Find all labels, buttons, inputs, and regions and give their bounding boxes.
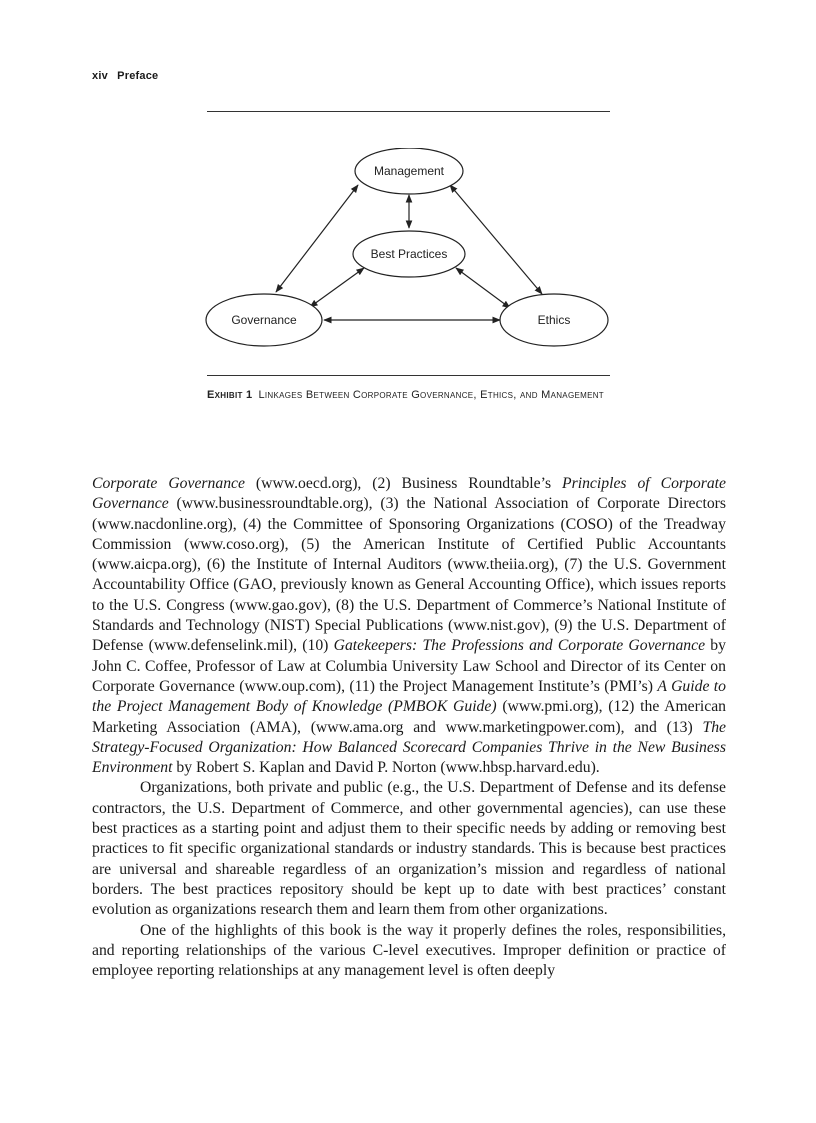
- running-header: [92, 70, 158, 82]
- text-run: by John C. Coffee, Professor of Law at Columbia University Law School and Director of its Center on Corporate Governance (www.oup.com), (11) the Project Management Institute’s (PMI’s): [92, 637, 726, 695]
- node-ethics: [500, 294, 608, 346]
- paragraph-3: One of the highlights of this book is the way it properly defines the roles, responsibilities, and reporting relationships of the various C-level executives. Improper definition or practice of employee reporting relationships at any management level is often deeply: [92, 921, 726, 980]
- node-best-practices-label: Best Practices: [370, 247, 448, 261]
- exhibit-caption: [207, 387, 612, 404]
- text-run: (www.oecd.org), (2) Business Roundtable’s: [244, 475, 563, 492]
- link-management-governance: [276, 185, 358, 292]
- section-title: Preface: [117, 70, 159, 82]
- node-management-label: Management: [373, 164, 445, 178]
- node-management: [355, 148, 463, 194]
- exhibit-caption-text: Linkages Between Corporate Governance, Ethics, and Management: [258, 389, 604, 401]
- link-best-practices-governance: [310, 268, 364, 307]
- italic-title: The Strategy-Focused Organization: How Balanced Scorecard Companies Thrive in the New Business Environment: [92, 718, 726, 777]
- link-best-practices-ethics: [456, 268, 510, 308]
- node-governance-label: Governance: [231, 313, 297, 327]
- page-number: xiv: [92, 70, 108, 82]
- body-text: [92, 474, 726, 981]
- italic-title: Principles of Corporate Governance: [92, 475, 726, 513]
- italic-title: Corporate Governance: [92, 475, 245, 492]
- bottom-rule: [207, 375, 610, 376]
- node-best-practices: [353, 231, 465, 277]
- text-run: (www.pmi.org), (12) the American Marketing Association (AMA), (www.ama.org and www.marketingpower.com), and (13): [92, 698, 726, 736]
- text-run: (www.businessroundtable.org), (3) the National Association of Corporate Directors (www.nacdonline.org), (4) the Committee of Sponsoring Organizations (COSO) of the Treadway Commission (www.coso.org), (5) the American Institute of Certified Public Accountants (www.aicpa.org), (6) the Institute of Internal Auditors (www.theiia.org), (7) the U.S. Government Accountability Office (GAO, previously known as General Accounting Office), which issues reports to the U.S. Congress (www.gao.gov), (8) the U.S. Department of Commerce’s National Institute of Standards and Technology (NIST) Special Publications (www.nist.gov), (9) the U.S. Department of Defense (www.defenselink.mil), (10): [92, 495, 726, 655]
- node-governance: [206, 294, 322, 346]
- paragraph-2: Organizations, both private and public (e.g., the U.S. Department of Defense and its defense contractors, the U.S. Department of Commerce, and other governmental agencies), can use these best practices as a starting point and adjust them to their specific needs by adding or removing best practices to fit specific organizational standards or industry standards. This is because best practices are universal and shareable regardless of an organization’s mission and regardless of national borders. The best practices repository should be kept up to date with best practices’ constant evolution as organizations research them and learn them from other organizations.: [92, 779, 726, 919]
- node-ethics-label: Ethics: [537, 313, 571, 327]
- top-rule: [207, 111, 610, 112]
- exhibit-label: Exhibit 1: [207, 389, 253, 401]
- italic-title: A Guide to the Project Management Body of Knowledge (PMBOK Guide): [92, 677, 726, 716]
- linkage-diagram: [200, 148, 620, 358]
- italic-title: Gatekeepers: The Professions and Corporate Governance: [333, 637, 706, 655]
- link-management-ethics: [450, 185, 542, 294]
- text-run: by Robert S. Kaplan and David P. Norton (www.hbsp.harvard.edu).: [172, 759, 600, 777]
- paragraph-1: [92, 474, 726, 778]
